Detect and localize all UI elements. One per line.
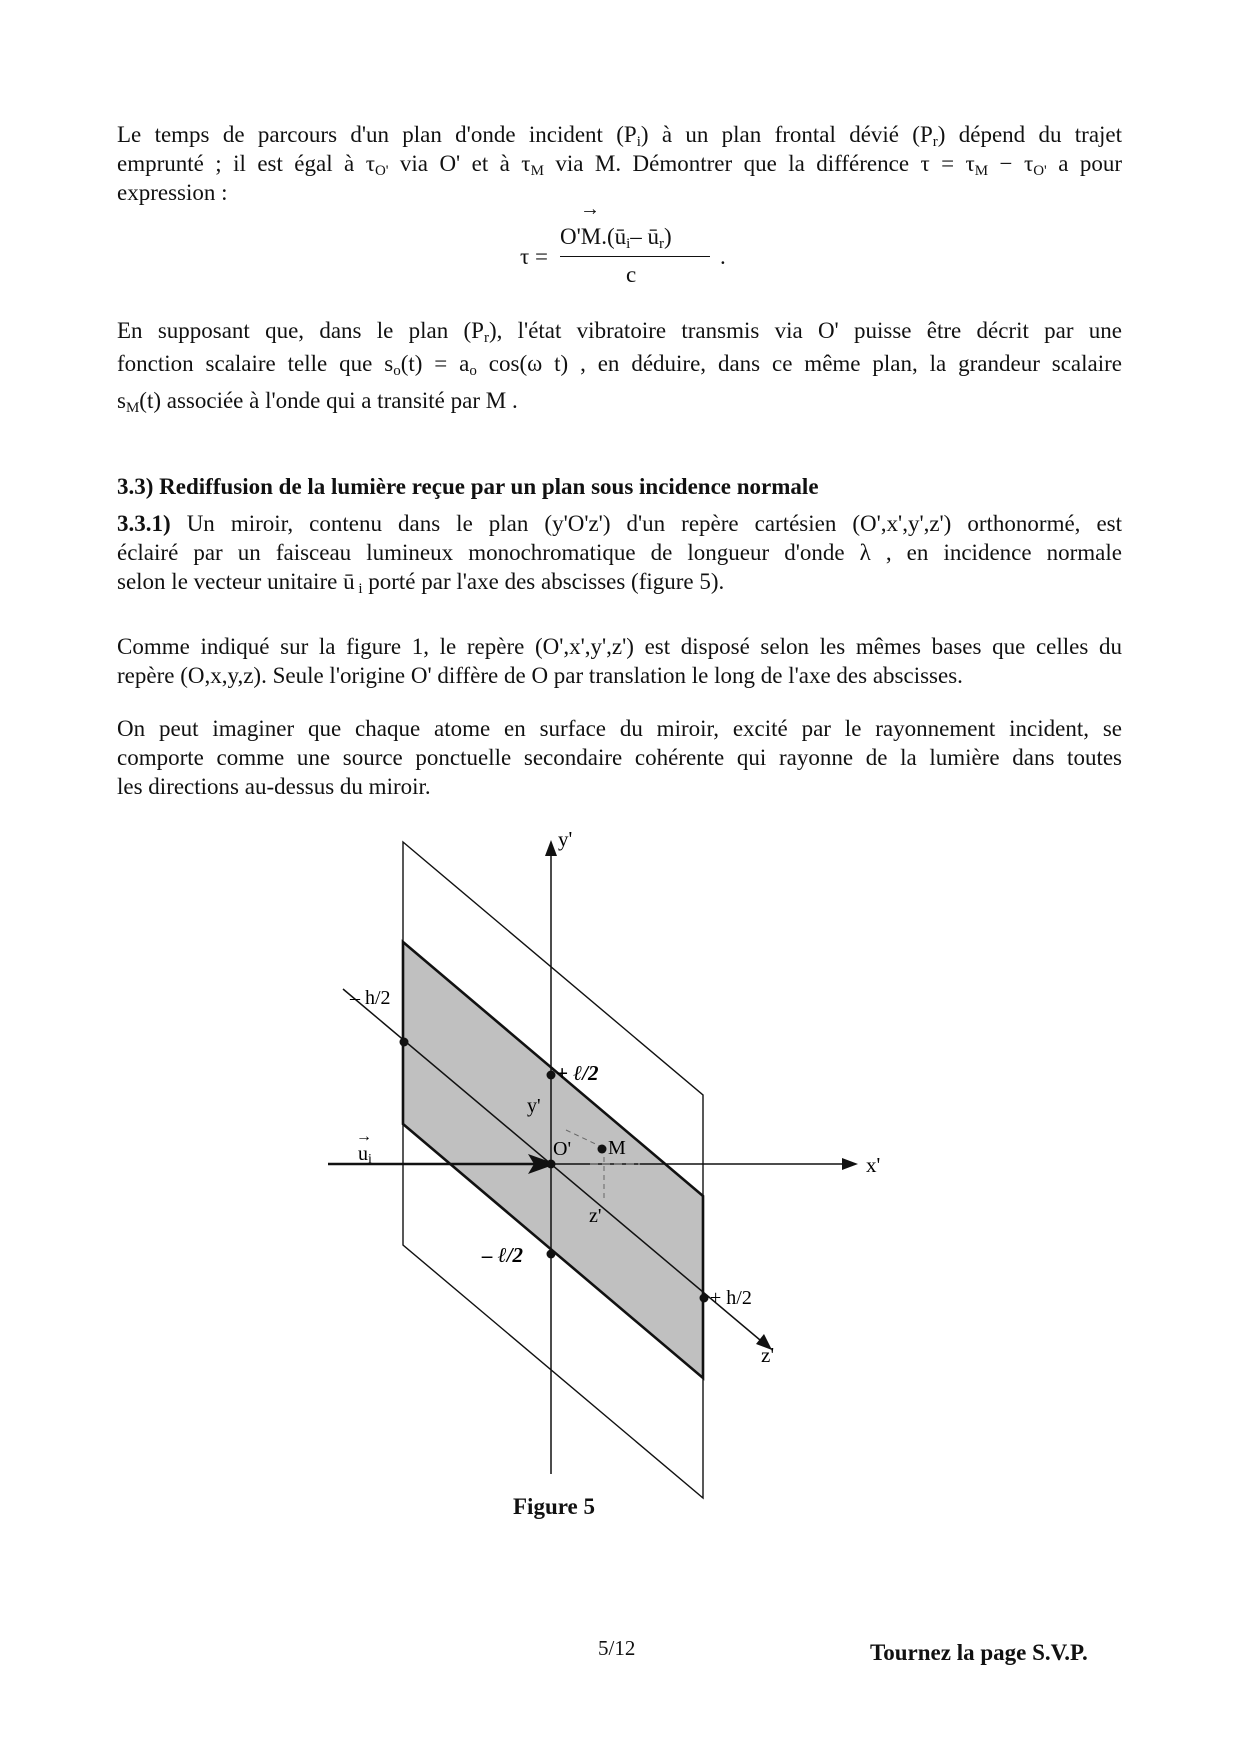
point-minus-l2 [547, 1250, 556, 1259]
point-plus-h2 [700, 1294, 709, 1303]
section-heading: 3.3) Rediffusion de la lumière reçue par un plan sous incidence normale [117, 474, 819, 499]
text-line: fonction scalaire telle que $s_o(t) = a_o$ cos(ω t) , en déduire, dans ce même plan, la grandeur scalaire [117, 351, 1122, 379]
label-origin: O' [553, 1138, 572, 1160]
point-minus-h2 [400, 1038, 409, 1047]
formula-denominator: c [626, 262, 637, 287]
text-line: Comme indiqué sur la figure 1, le repère (O',x',y',z') est disposé selon les mêmes bases que celles du [117, 634, 1122, 659]
paragraph-scalar-signal [117, 316, 1122, 415]
text-line: emprunté ; il est égal à $\tau_{O'}$ via O' et à $\tau_M$ via M. Démontrer que la différence $\tau = \tau_M - \tau_{O'}$ a pour [117, 151, 1122, 179]
label-y-axis: y' [558, 827, 573, 851]
text-line: repère (O,x,y,z). Seule l'origine O' diffère de O par translation le long de l'axe des abscisses. [117, 663, 963, 688]
text-line: éclairé par un faisceau lumineux monochromatique de longueur d'onde λ , en incidence normale [117, 540, 1122, 565]
label-plus-l2: + ℓ/2 [556, 1061, 599, 1085]
turn-page-note: Tournez la page S.V.P. [870, 1640, 1088, 1665]
text-line: On peut imaginer que chaque atome en surface du miroir, excité par le rayonnement incident, se [117, 716, 1122, 741]
paragraph-travel-time [117, 120, 1122, 207]
label-minus-h2: – h/2 [350, 987, 391, 1009]
label-z-axis: z' [761, 1343, 775, 1367]
vector-arrow-icon: → [580, 198, 600, 220]
formula-tau [520, 198, 730, 287]
label-point-M: M [608, 1137, 626, 1159]
paragraph-atoms [117, 714, 1122, 801]
text-line: $s_M(t)$ associée à l'onde qui a transité par M . [117, 388, 518, 416]
label-ui: ui [358, 1143, 372, 1167]
paragraph-mirror [117, 509, 1122, 596]
text-line: comporte comme une source ponctuelle secondaire cohérente qui rayonne de la lumière dans toutes [117, 745, 1122, 770]
fraction-bar [560, 256, 710, 257]
formula-numerator: $O'M.(ū_i-$ $ū_r$) [560, 224, 672, 252]
text-line: En supposant que, dans le plan $(P_r)$, l'état vibratoire transmis via O' puisse être décrit par une [117, 318, 1122, 346]
label-x-axis: x' [866, 1153, 881, 1177]
page-number: 5/12 [598, 1636, 636, 1660]
y-axis-arrowhead-icon [545, 840, 557, 856]
label-y-projection: y' [527, 1095, 541, 1117]
point-plus-l2 [547, 1071, 556, 1080]
label-minus-l2: – ℓ/2 [482, 1243, 524, 1267]
label-ui-vector-arrow-icon: → [356, 1128, 372, 1145]
label-plus-h2: + h/2 [710, 1287, 752, 1309]
text-line: les directions au-dessus du miroir. [117, 774, 431, 799]
text-line: expression : [117, 180, 228, 205]
formula-lhs: τ = [520, 244, 548, 269]
paragraph-frame [117, 632, 1122, 690]
point-M [598, 1145, 607, 1154]
x-axis-arrowhead-icon [842, 1158, 858, 1170]
text-line: selon le vecteur unitaire ū $_i$ porté par l'axe des abscisses (figure 5). [117, 569, 725, 597]
label-z-projection: z' [589, 1205, 602, 1227]
figure-mirror-diagram [300, 818, 920, 1508]
text-line: 3.3.1) Un miroir, contenu dans le plan (y'O'z') d'un repère cartésien (O',x',y',z') orthonormé, est [117, 511, 1122, 536]
formula-period: . [720, 244, 726, 269]
figure-caption: Figure 5 [513, 1494, 595, 1519]
point-origin [547, 1160, 556, 1169]
text-line: Le temps de parcours d'un plan d'onde incident $(P_i)$ à un plan frontal dévié $(P_r)$ dépend du trajet [117, 122, 1123, 150]
